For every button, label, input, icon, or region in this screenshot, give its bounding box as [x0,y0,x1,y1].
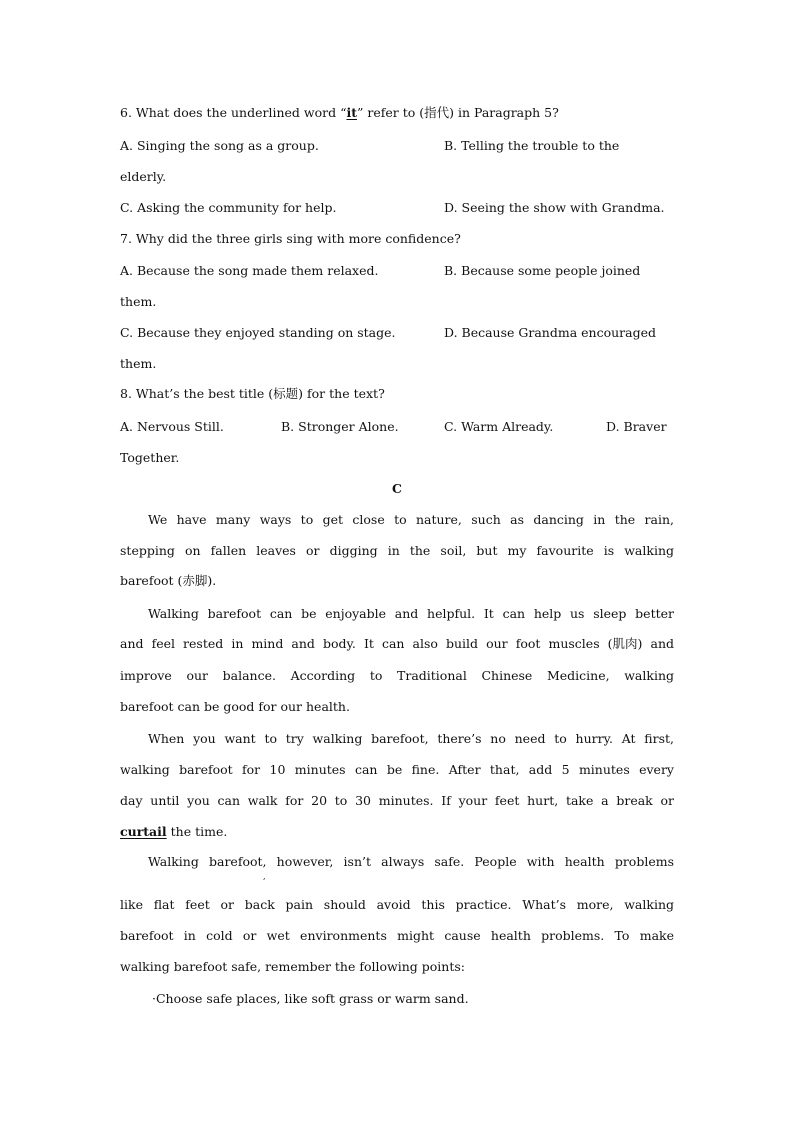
question-7-stem: 7. Why did the three girls sing with more confidence? [120,231,461,246]
option-7b-continued: them. [120,294,157,309]
paragraph-3-line-3: day until you can walk for 20 to 30 minutes. If your feet hurt, take a break or [120,793,674,808]
question-7-options-ab [120,263,674,279]
question-6-options-ab [120,138,674,154]
quote-open: “ [340,105,347,120]
underlined-word-it: it [346,105,357,120]
option-8a: A. Nervous Still. [120,419,224,434]
paragraph-4-line-3: barefoot in cold or wet environments might cause health problems. To make [120,928,674,943]
paragraph-2-line-3: improve our balance. According to Traditional Chinese Medicine, walking [120,668,674,683]
option-7d-continued: them. [120,356,157,371]
option-6b: B. Telling the trouble to the [444,138,620,153]
option-8c: C. Warm Already. [444,419,554,434]
question-6-stem: 6. What does the underlined word “it” refer to (指代) in Paragraph 5? [120,105,559,120]
paragraph-1-line-3: barefoot (赤脚). [120,573,217,588]
option-7c: C. Because they enjoyed standing on stage. [120,325,396,340]
stray-comma-mark: , [263,872,266,881]
option-8b: B. Stronger Alone. [281,419,399,434]
option-6b-continued: elderly. [120,169,167,184]
paragraph-1-line-2: stepping on fallen leaves or digging in the soil, but my favourite is walking [120,543,674,558]
question-6-options-cd [120,200,674,216]
option-6a: A. Singing the song as a group. [120,138,319,153]
quote-close: ” [357,105,364,120]
paragraph-2-line-1: Walking barefoot can be enjoyable and helpful. It can help us sleep better [148,606,674,621]
question-7-options-cd [120,325,674,341]
option-6d: D. Seeing the show with Grandma. [444,200,665,215]
option-8d-continued: Together. [120,450,180,465]
option-7a: A. Because the song made them relaxed. [120,263,379,278]
paragraph-4-line-1: Walking barefoot, however, isn’t always safe. People with health problems [148,854,674,869]
paragraph-2-line-2: and feel rested in mind and body. It can also build our foot muscles (肌肉) and [120,636,674,651]
bullet-point-1: ·Choose safe places, like soft grass or warm sand. [152,991,469,1006]
option-6c: C. Asking the community for help. [120,200,337,215]
question-8-options [120,419,674,435]
option-7b: B. Because some people joined [444,263,641,278]
option-8d: D. Braver [606,419,667,434]
paragraph-4-line-4: walking barefoot safe, remember the following points: [120,959,465,974]
underlined-word-curtail: curtail [120,824,167,839]
paragraph-1-line-1: We have many ways to get close to nature, such as dancing in the rain, [148,512,674,527]
paragraph-3-line-1: When you want to try walking barefoot, there’s no need to hurry. At first, [148,731,674,746]
paragraph-4-line-2: like flat feet or back pain should avoid this practice. What’s more, walking [120,897,674,912]
paragraph-2-line-4: barefoot can be good for our health. [120,699,350,714]
paragraph-3-line-2: walking barefoot for 10 minutes can be fine. After that, add 5 minutes every [120,762,674,777]
paragraph-3-line-4: curtail the time. [120,824,228,839]
option-7d: D. Because Grandma encouraged [444,325,656,340]
question-8-stem: 8. What’s the best title (标题) for the text? [120,386,385,401]
section-heading: C [392,481,402,496]
